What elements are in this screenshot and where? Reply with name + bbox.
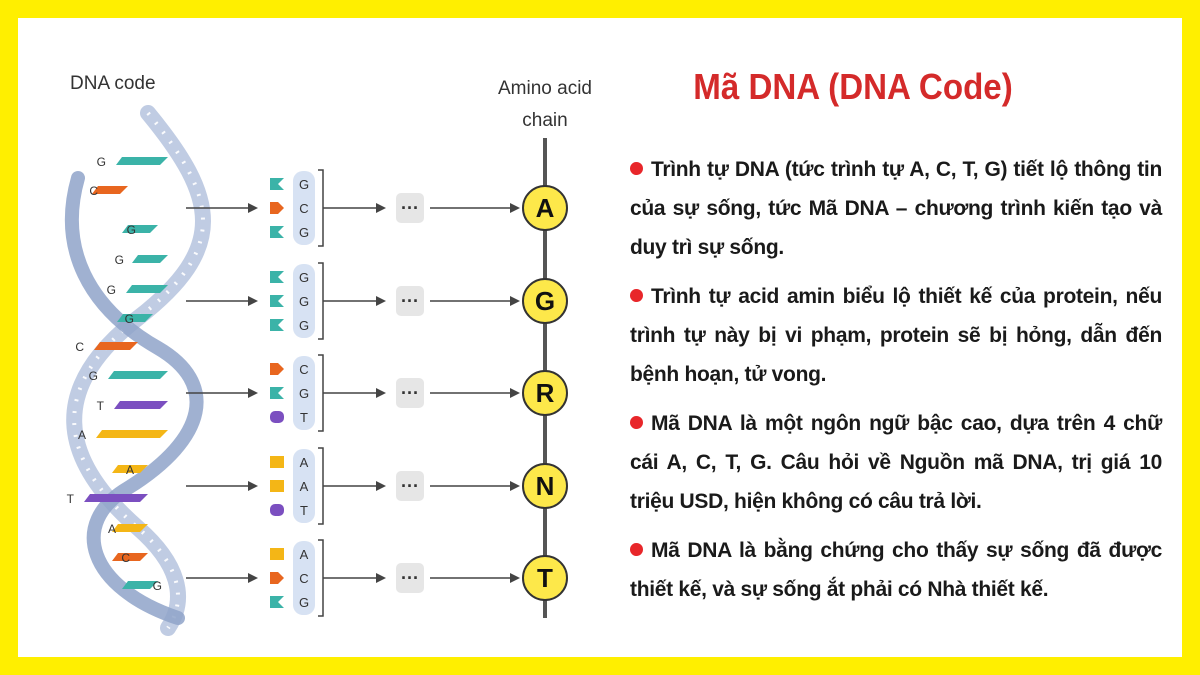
helix-base-label: G [106,283,116,297]
ellipsis-label: ··· [401,383,419,403]
bullet-text: Trình tự acid amin biểu lộ thiết kế của protein, nếu trình tự này bị vi phạm, protein sẽ bị hỏng, dẫn đến bệnh hoạn, tử vong. [630,285,1162,386]
helix-rung-bar [117,314,153,322]
helix-base-label: G [126,223,136,237]
base-t-icon [270,504,284,516]
helix-rung [122,223,158,237]
codon-base-label: G [298,318,310,333]
codon-base-label: G [298,177,310,192]
base-c-icon [270,202,284,214]
helix-rung [97,155,168,169]
helix-base-label: G [114,253,124,267]
amino-label-line1: Amino acid [498,78,592,99]
bullet-dot-icon [630,416,643,429]
codon-base-label: C [299,201,309,216]
arrow-head-icon [510,573,520,583]
page-title: Mã DNA (DNA Code) [693,66,1013,107]
arrow-head-icon [248,296,258,306]
arrow-head-icon [248,481,258,491]
codon-base-label: G [298,225,310,240]
bullet-text: Mã DNA là một ngôn ngữ bậc cao, dựa trên 4 chữ cái A, C, T, G. Câu hỏi về Nguồn mã DNA, trị giá 10 triệu USD, hiện không có câu trả lời. [630,412,1162,513]
base-g-icon [270,387,284,399]
base-c-icon [270,363,284,375]
arrow-head-icon [376,481,386,491]
bullet-text: Trình tự DNA (tức trình tự A, C, T, G) tiết lộ thông tin của sự sống, tức Mã DNA – chương trình kiến tạo và duy trì sự sống. [630,158,1162,259]
codon-bracket [318,448,323,524]
arrow-head-icon [248,573,258,583]
base-g-icon [270,295,284,307]
helix-base-label: A [107,522,116,536]
helix-rung-bar [114,401,168,409]
helix-base-label: A [77,428,86,442]
helix-rung-bar [112,553,148,561]
codon-base-label: A [299,547,309,562]
bullet-point [630,277,1162,394]
bullet-dot-icon [630,289,643,302]
helix-rung [112,551,148,565]
arrow-head-icon [376,573,386,583]
codon-bracket [318,263,323,339]
amino-acid-label: R [535,378,555,408]
ellipsis-label: ··· [401,568,419,588]
base-a-icon [270,548,284,560]
bullet-dot-icon [630,543,643,556]
base-g-icon [270,319,284,331]
helix-rung-bar [94,342,138,350]
arrow-head-icon [248,203,258,213]
codon-base-label: T [300,410,308,425]
base-c-icon [270,572,284,584]
bullet-text: Mã DNA là bằng chứng cho thấy sự sống đã được thiết kế, và sự sống ắt phải có Nhà thiết kế. [630,539,1162,601]
codon-rows [186,170,520,616]
bullet-dot-icon [630,162,643,175]
amino-acid-label: A [535,193,555,223]
amino-acid-label: N [535,471,555,501]
codon-bracket [318,170,323,246]
helix-rung-bar [132,255,168,263]
base-g-icon [270,178,284,190]
base-g-icon [270,596,284,608]
helix-rung [78,428,168,442]
helix-base-label: G [152,579,162,593]
codon-row [186,540,520,616]
codon-base-label: G [298,294,310,309]
dna-helix [67,113,203,628]
base-g-icon [270,271,284,283]
bullet-point [630,404,1162,521]
codon-row [186,170,520,246]
codon-base-label: A [299,479,309,494]
codon-base-label: C [299,571,309,586]
helix-rung [89,184,128,198]
amino-label-line2: chain [522,110,568,131]
bullet-list [630,150,1162,619]
helix-rung-bar [116,157,168,165]
content-panel [18,18,1182,657]
amino-acid-node [523,371,567,415]
ellipsis-label: ··· [401,476,419,496]
arrow-head-icon [510,296,520,306]
helix-base-label: G [88,369,98,383]
helix-base-label: G [124,312,134,326]
arrow-head-icon [510,388,520,398]
amino-acid-label: G [534,286,556,316]
codon-row [186,355,520,431]
helix-rung-bar [96,430,168,438]
bullet-point [630,150,1162,267]
ellipsis-label: ··· [401,291,419,311]
amino-acid-chain [523,138,567,618]
helix-base-label: C [121,551,130,565]
amino-acid-node [523,279,567,323]
amino-acid-node [523,186,567,230]
ellipsis-label: ··· [401,198,419,218]
helix-base-label: T [66,492,74,506]
arrow-head-icon [510,203,520,213]
codon-base-label: G [298,595,310,610]
arrow-head-icon [376,203,386,213]
arrow-head-icon [376,296,386,306]
codon-row [186,263,520,339]
arrow-head-icon [248,388,258,398]
helix-rung [97,399,168,413]
base-t-icon [270,411,284,423]
helix-backbone-front [72,178,197,618]
codon-base-label: T [300,503,308,518]
helix-rung-bar [108,371,168,379]
amino-acid-node [523,556,567,600]
codon-base-label: G [298,270,310,285]
codon-base-label: G [298,386,310,401]
amino-acid-node [523,464,567,508]
bullet-point [630,531,1162,609]
arrow-head-icon [376,388,386,398]
codon-base-label: C [299,362,309,377]
arrow-head-icon [510,481,520,491]
base-a-icon [270,456,284,468]
helix-base-label: T [96,399,104,413]
codon-bracket [318,355,323,431]
amino-acid-label: T [537,563,553,593]
amino-acid-chain-label [490,73,600,137]
helix-base-label: C [75,340,84,354]
codon-base-label: A [299,455,309,470]
base-a-icon [270,480,284,492]
helix-base-label: C [89,184,98,198]
codon-row [186,448,520,524]
helix-base-label: G [96,155,106,169]
helix-rung-bar [84,494,148,502]
base-g-icon [270,226,284,238]
codon-bracket [318,540,323,616]
dna-code-label: DNA code [70,73,156,94]
helix-base-label: A [125,463,134,477]
helix-rung [115,253,168,267]
helix-rung [89,369,168,383]
